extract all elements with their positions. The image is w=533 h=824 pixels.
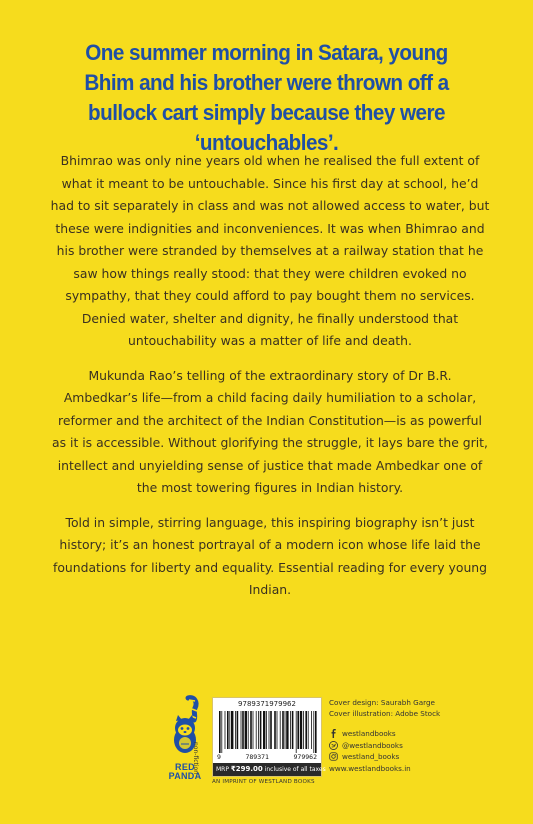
isbn-digits [217, 753, 317, 761]
website-link[interactable] [329, 763, 509, 775]
isbn-digit-group-2: 979962 [293, 753, 317, 761]
barcode-bar [221, 711, 222, 753]
barcode-bar [266, 711, 267, 749]
barcode-bar [231, 711, 233, 749]
isbn-digit-prefix: 9 [217, 753, 221, 761]
barcode-bar [290, 711, 291, 749]
barcode-bar [274, 711, 276, 749]
barcode-icon [217, 711, 317, 753]
blurb [50, 150, 490, 614]
barcode-bar [286, 711, 288, 749]
barcode-bar [311, 711, 312, 749]
instagram-handle: westland_books [342, 752, 400, 761]
barcode-bar [258, 711, 259, 749]
barcode-bar [235, 711, 236, 749]
mrp-note: inclusive of all taxes [264, 766, 326, 773]
website-url: www.westlandbooks.in [329, 763, 411, 773]
isbn-digit-group-1: 789371 [245, 753, 269, 761]
barcode-bar [250, 711, 252, 749]
barcode-bar [260, 711, 262, 749]
barcode-bar [229, 711, 230, 749]
facebook-link[interactable] [329, 728, 509, 740]
barcode-bar [253, 711, 254, 749]
barcode-bar [292, 711, 294, 749]
imprint-line: AN IMPRINT OF WESTLAND BOOKS [212, 779, 315, 785]
barcode-bar [313, 711, 314, 753]
instagram-link[interactable] [329, 751, 509, 763]
barcode-bar [241, 711, 242, 749]
mrp-label: MRP [216, 766, 229, 773]
barcode-bar [237, 711, 239, 749]
credits [329, 697, 509, 719]
blurb-paragraph-2: Mukunda Rao’s telling of the extraordinary story of Dr B.R. Ambedkar’s life—from a child facing daily humiliation to a scholar, reformer and the architect of the Indian Constitution—is as powerful as it is accessible. Without glorifying the struggle, it lays bare the grit, intellect and unyielding sense of justice that made Ambedkar one of the most towering figures in Indian history. [52, 367, 488, 495]
mrp-value: ₹299.00 [230, 765, 263, 773]
facebook-handle: westlandbooks [342, 729, 396, 738]
cover-design-credit: Cover design: Saurabh Garge [329, 698, 435, 707]
barcode-bar [300, 711, 302, 749]
barcode-bar [269, 711, 270, 749]
barcode-bar [297, 711, 299, 749]
barcode-bar [305, 711, 307, 749]
barcode-bar [270, 711, 272, 749]
barcode-bar [245, 711, 247, 749]
headline: One summer morning in Satara, young Bhim and his brother were thrown off a bullock cart simply because they were ‘untouchables’. [84, 40, 449, 155]
cover-illustration-credit: Cover illustration: Adobe Stock [329, 709, 441, 718]
social-links [329, 728, 509, 774]
barcode-bar [315, 711, 317, 753]
barcode-bar [225, 711, 226, 749]
twitter-icon [329, 741, 338, 750]
twitter-handle: @westlandbooks [342, 740, 403, 750]
barcode-bar [308, 711, 309, 749]
barcode-bar [277, 711, 278, 749]
logo-text-red: RED [175, 762, 195, 772]
isbn-text: 9789371979962 [238, 700, 296, 708]
barcode-bar [219, 711, 221, 753]
barcode-bar [256, 711, 257, 749]
logo-text-panda: PANDA [168, 771, 202, 781]
barcode-bar [303, 711, 304, 749]
barcode-bar [263, 711, 265, 749]
barcode-bar [242, 711, 244, 749]
facebook-icon [329, 729, 338, 738]
barcode-block [212, 697, 326, 777]
barcode-bar [227, 711, 229, 749]
instagram-icon [329, 752, 338, 761]
blurb-paragraph-1: Bhimrao was only nine years old when he realised the full extent of what it meant to be untouchable. Since his first day at school, he’d had to sit separately in class and was not allowed access to water, but these were indignities and inconveniences. It was when Bhimrao and his brother were stranded by themselves at a railway station that he saw how things really stood: that they were children evoked no sympathy, that they could afford to pay bought them no services. Denied water, shelter and dignity, he finally understood that untouchability was a matter of life and death. [50, 153, 490, 348]
barcode-bar [296, 711, 297, 753]
price-strip [213, 763, 326, 776]
barcode-bar [280, 711, 281, 749]
barcode-bar [285, 711, 286, 749]
barcode-bar [282, 711, 284, 749]
category-label: non-fiction [192, 742, 199, 775]
twitter-link[interactable] [329, 740, 509, 752]
barcode-bar [248, 711, 249, 749]
blurb-paragraph-3: Told in simple, stirring language, this inspiring biography isn’t just history; it’s an honest portrayal of a modern icon whose life laid the foundations for liberty and equality. Essential reading for every young Indian. [52, 514, 488, 597]
